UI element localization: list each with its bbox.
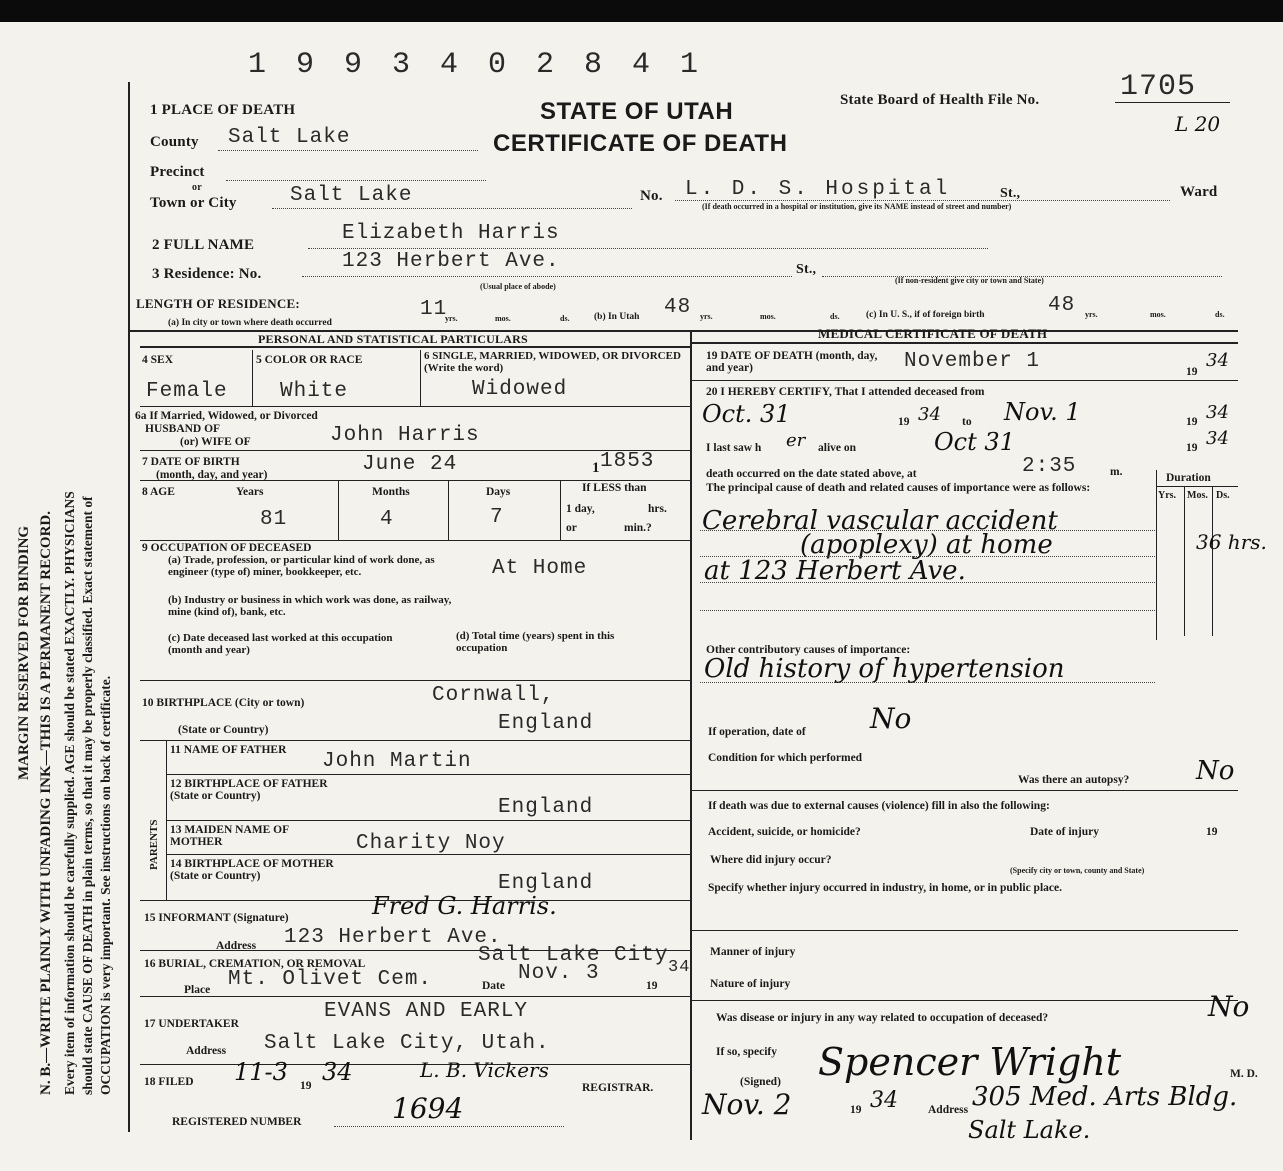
row-rule-7 xyxy=(166,774,690,775)
row-rule-9 xyxy=(166,854,690,855)
duration-ds: Ds. xyxy=(1216,490,1230,501)
dob-year: 1853 xyxy=(600,450,655,473)
length-c-ds: ds. xyxy=(1215,310,1225,319)
margin-line2: Every item of information should be carefully supplied. AGE should be stated EXACTLY. PHYSICIANS xyxy=(62,491,77,1095)
father-birthplace-value: England xyxy=(498,796,594,819)
spouse-value: John Harris xyxy=(330,424,480,447)
cause-line-1: Cerebral vascular accident xyxy=(702,506,1058,536)
length-a-mos: mos. xyxy=(495,314,511,323)
burial-place: Mt. Olivet Cem. xyxy=(228,968,433,991)
length-a-yrs: yrs. xyxy=(445,314,458,323)
last-saw-year-prefix: 19 xyxy=(1186,442,1198,454)
dob-label-1: 7 DATE OF BIRTH xyxy=(142,456,240,468)
row-rule-1 xyxy=(140,406,690,407)
occ-related-label: Was disease or injury in any way related to occupation of deceased? xyxy=(716,1012,1049,1024)
length-a-value: 11 xyxy=(420,298,448,321)
frame-left xyxy=(128,82,130,1132)
mother-value: Charity Noy xyxy=(356,832,506,855)
scan-top-edge xyxy=(0,0,1283,22)
age-day-label: 1 day, xyxy=(566,503,595,515)
signed-label: (Signed) xyxy=(740,1076,781,1088)
operation-value: No xyxy=(870,702,912,735)
duration-yrs: Yrs. xyxy=(1158,490,1177,501)
row-rule-8 xyxy=(166,820,690,821)
contributory-value: Old history of hypertension xyxy=(704,654,1065,684)
file-no-label: State Board of Health File No. xyxy=(840,92,1040,108)
age-divider-1 xyxy=(338,480,339,540)
nature-label: Nature of injury xyxy=(710,978,791,990)
contributory-label: Other contributory causes of importance: xyxy=(706,644,911,656)
length-b-yrs: yrs. xyxy=(700,312,713,321)
color-label: 5 COLOR OR RACE xyxy=(256,354,363,366)
md-label: M. D. xyxy=(1230,1068,1258,1080)
length-b-label: (b) In Utah xyxy=(594,312,640,322)
age-min-label: min.? xyxy=(624,522,652,534)
physician-signature: Spencer Wright xyxy=(818,1040,1122,1084)
from-year-prefix: 19 xyxy=(898,416,910,428)
county-value: Salt Lake xyxy=(228,126,351,149)
occupation-b-label: (b) Industry or business in which work was done, as railway, mine (kind of), bank, etc. xyxy=(168,594,452,618)
file-no-line xyxy=(1115,102,1230,103)
nonresident-note: (If non-resident give city or town and State) xyxy=(895,276,1044,285)
burial-place-label: Place xyxy=(184,984,211,996)
spouse-label-2: HUSBAND OF xyxy=(145,423,221,435)
duration-rule xyxy=(1156,486,1238,487)
parents-label: PARENTS xyxy=(148,819,160,870)
undertaker-label: 17 UNDERTAKER xyxy=(144,1018,239,1030)
date-of-death-label: 19 DATE OF DEATH (month, day, and year) xyxy=(706,350,878,374)
dob-century-prefix: 1 xyxy=(592,460,600,476)
sex-value: Female xyxy=(146,380,228,403)
undertaker-address: Salt Lake City, Utah. xyxy=(264,1032,550,1055)
burial-label: 16 BURIAL, CREMATION, OR REMOVAL xyxy=(144,958,366,970)
town-value: Salt Lake xyxy=(290,184,413,207)
cause-line-2: (apoplexy) at home xyxy=(800,530,1053,560)
duration-col-1 xyxy=(1184,486,1185,636)
mother-label: 13 MAIDEN NAME OF MOTHER xyxy=(170,824,289,848)
manner-label: Manner of injury xyxy=(710,946,796,958)
age-years-value: 81 xyxy=(260,508,288,531)
dod-year: 34 xyxy=(1206,350,1229,371)
burial-date-label: Date xyxy=(482,980,505,992)
cause-line-4-rule xyxy=(700,610,1155,611)
autopsy-label: Was there an autopsy? xyxy=(1018,774,1130,786)
row-rule-12 xyxy=(140,996,690,997)
undertaker-address-label: Address xyxy=(186,1045,227,1057)
burial-city: Salt Lake City xyxy=(478,944,669,967)
center-divider xyxy=(690,330,692,1140)
father-value: John Martin xyxy=(322,750,472,773)
filed-label: 18 FILED xyxy=(144,1076,194,1088)
occupation-d-label: (d) Total time (years) spent in this occupation xyxy=(456,630,615,654)
length-c-yrs: yrs. xyxy=(1085,310,1098,319)
occupation-label: 9 OCCUPATION OF DECEASED xyxy=(142,542,312,554)
duration-mos: Mos. xyxy=(1187,490,1208,501)
specify-label: Specify whether injury occurred in industry, in home, or in public place. xyxy=(708,882,1062,894)
filed-year: 34 xyxy=(322,1058,353,1086)
cause-line-3: at 123 Herbert Ave. xyxy=(704,556,966,586)
burial-year: 34 xyxy=(668,958,691,977)
regnum-line xyxy=(334,1126,564,1127)
informant-address: 123 Herbert Ave. xyxy=(284,926,502,949)
residence-line xyxy=(302,276,792,277)
sign-date: Nov. 2 xyxy=(702,1088,792,1121)
hospital-st-label: St., xyxy=(1000,186,1021,201)
marital-label: 6 SINGLE, MARRIED, WIDOWED, OR DIVORCED (Write the word) xyxy=(424,350,681,374)
age-days-value: 7 xyxy=(490,506,504,529)
filed-month-day: 11-3 xyxy=(234,1058,288,1086)
sex-label: 4 SEX xyxy=(142,354,173,366)
margin-line3: should state CAUSE OF DEATH in plain terms, so that it may be properly classified. Exact statement of xyxy=(80,496,95,1095)
age-divider-3 xyxy=(560,480,561,540)
duration-value: 36 hrs. xyxy=(1196,530,1267,554)
last-saw-year: 34 xyxy=(1206,428,1229,449)
place-heading: 1 PLACE OF DEATH xyxy=(150,102,296,118)
med-rule-4 xyxy=(690,1000,1238,1001)
to-label: to xyxy=(962,416,972,428)
registered-number-label: REGISTERED NUMBER xyxy=(172,1116,302,1128)
title-state: STATE OF UTAH xyxy=(540,98,734,125)
cause-line-3-rule xyxy=(700,582,1155,583)
autopsy-value: No xyxy=(1196,756,1235,786)
length-c-label: (c) In U. S., if of foreign birth xyxy=(866,310,985,320)
length-c-value: 48 xyxy=(1048,294,1076,317)
spouse-label-3: (or) WIFE OF xyxy=(180,436,251,448)
full-name-label: 2 FULL NAME xyxy=(152,237,255,253)
hospital-value: L. D. S. Hospital xyxy=(685,178,951,201)
sign-year: 34 xyxy=(870,1088,898,1113)
death-time: 2:35 xyxy=(1022,455,1077,478)
death-at-label: death occurred on the date stated above, at xyxy=(706,468,917,480)
spouse-label-1: 6a If Married, Widowed, or Divorced xyxy=(135,410,318,422)
duration-label: Duration xyxy=(1166,472,1211,484)
sign-address-label: Address xyxy=(928,1104,969,1116)
registered-number: 1694 xyxy=(392,1092,464,1125)
sign-address: 305 Med. Arts Bldg. xyxy=(972,1082,1238,1112)
where-note: (Specify city or town, county and State) xyxy=(1010,866,1145,875)
color-value: White xyxy=(280,380,349,403)
precinct-label: Precinct xyxy=(150,164,205,180)
death-time-m: m. xyxy=(1110,466,1123,478)
length-b-ds: ds. xyxy=(830,312,840,321)
county-label: County xyxy=(150,134,199,150)
duration-divider xyxy=(1156,470,1157,640)
date-of-death: November 1 xyxy=(904,350,1041,373)
informant-signature: Fred G. Harris. xyxy=(372,892,557,920)
residence-label: 3 Residence: No. xyxy=(152,266,262,282)
town-label: Town or City xyxy=(150,195,237,211)
attended-to: Nov. 1 xyxy=(1004,398,1081,426)
residence-st-label: St., xyxy=(796,262,817,277)
last-saw-label: I last saw h xyxy=(706,442,762,454)
father-label: 11 NAME OF FATHER xyxy=(170,744,287,756)
file-no: 1705 xyxy=(1120,70,1197,104)
age-days-label: Days xyxy=(486,486,511,498)
age-months-label: Months xyxy=(372,486,410,498)
medical-heading: MEDICAL CERTIFICATE OF DEATH xyxy=(818,326,1048,341)
age-divider-2 xyxy=(448,480,449,540)
external-label: If death was due to external causes (violence) fill in also the following: xyxy=(708,800,1050,812)
birthplace-label: 10 BIRTHPLACE (City or town) xyxy=(142,697,305,709)
mother-birthplace-value: England xyxy=(498,872,594,895)
occupation-c-label: (c) Date deceased last worked at this occupation (month and year) xyxy=(168,632,393,656)
medical-heading-rule xyxy=(690,342,1238,344)
undertaker-value: EVANS AND EARLY xyxy=(324,1000,529,1023)
row-rule-13 xyxy=(140,1064,690,1065)
operation-label: If operation, date of xyxy=(708,726,806,738)
length-residence-label: LENGTH OF RESIDENCE: xyxy=(136,296,300,311)
age-less-label: If LESS than xyxy=(582,482,647,494)
to-year: 34 xyxy=(1206,402,1229,423)
condition-label: Condition for which performed xyxy=(708,752,863,764)
cause-label: The principal cause of death and related causes of importance were as follows: xyxy=(706,482,1091,494)
father-birthplace-label: 12 BIRTHPLACE OF FATHER (State or Country) xyxy=(170,778,328,802)
from-year: 34 xyxy=(918,404,941,425)
row-rule-6 xyxy=(140,740,690,741)
med-rule-1 xyxy=(690,380,1238,381)
full-name-value: Elizabeth Harris xyxy=(342,222,560,245)
contrib-rule xyxy=(700,682,1155,683)
personal-heading-rule xyxy=(140,346,690,348)
length-b-value: 48 xyxy=(664,296,692,319)
length-a-ds: ds. xyxy=(560,314,570,323)
med-rule-3 xyxy=(690,930,1238,931)
hospital-no-label: No. xyxy=(640,188,663,204)
color-marital-divider xyxy=(420,350,421,406)
age-label: 8 AGE xyxy=(142,486,175,498)
length-a-label: (a) In city or town where death occurred xyxy=(168,318,332,328)
or-label: or xyxy=(192,182,202,193)
age-months-value: 4 xyxy=(380,508,394,531)
to-year-prefix: 19 xyxy=(1186,416,1198,428)
med-rule-2 xyxy=(690,790,1238,791)
informant-label: 15 INFORMANT (Signature) xyxy=(144,912,289,924)
row-rule-3 xyxy=(140,480,690,481)
dob-month-day: June 24 xyxy=(362,453,458,476)
sign-city: Salt Lake. xyxy=(968,1116,1091,1144)
injury-year-label: 19 xyxy=(1206,826,1218,838)
sign-year-prefix: 19 xyxy=(850,1104,862,1116)
age-hrs-label: hrs. xyxy=(648,503,667,515)
registrar-label: REGISTRAR. xyxy=(582,1082,654,1094)
age-years-label: Years xyxy=(236,486,264,498)
file-note: L 20 xyxy=(1175,112,1221,136)
mother-birthplace-label: 14 BIRTHPLACE OF MOTHER (State or Country) xyxy=(170,858,334,882)
hospital-note: (If death occurred in a hospital or institution, give its NAME instead of street and number) xyxy=(702,202,1012,211)
usual-abode-note: (Usual place of abode) xyxy=(480,282,556,291)
occupation-value: At Home xyxy=(492,557,588,580)
precinct-line xyxy=(226,180,486,181)
alive-label: alive on xyxy=(818,442,857,454)
birthplace-city: Cornwall, xyxy=(432,684,555,707)
informant-address-label: Address xyxy=(216,940,257,952)
accident-label: Accident, suicide, or homicide? xyxy=(708,826,861,838)
last-saw-her: er xyxy=(786,430,806,451)
birthplace-state-label: (State or Country) xyxy=(178,724,269,736)
county-line xyxy=(218,150,478,151)
hospital-line xyxy=(675,200,1170,201)
sex-color-divider xyxy=(252,350,253,406)
burial-date: Nov. 3 xyxy=(518,962,600,985)
personal-heading: PERSONAL AND STATISTICAL PARTICULARS xyxy=(258,332,528,346)
certify-label: 20 I HEREBY CERTIFY, That I attended deceased from xyxy=(706,386,985,398)
where-label: Where did injury occur? xyxy=(710,854,832,866)
attended-from: Oct. 31 xyxy=(702,400,791,428)
last-saw-date: Oct 31 xyxy=(934,428,1015,456)
serial-number: 1 9 9 3 4 0 2 8 4 1 xyxy=(248,48,705,82)
if-so-label: If so, specify xyxy=(716,1046,778,1058)
marital-value: Widowed xyxy=(472,378,568,401)
injury-date-label: Date of injury xyxy=(1030,826,1099,838)
town-line xyxy=(272,208,632,209)
residence-value: 123 Herbert Ave. xyxy=(342,250,560,273)
registrar-signature: L. B. Vickers xyxy=(420,1058,549,1082)
birthplace-country: England xyxy=(498,712,594,735)
occ-related-value: No xyxy=(1208,990,1250,1023)
ward-label: Ward xyxy=(1180,184,1218,200)
occupation-a-label: (a) Trade, profession, or particular kind of work done, as engineer (type of) miner, bookkeeper, etc. xyxy=(168,554,435,578)
length-b-mos: mos. xyxy=(760,312,776,321)
title-certificate: CERTIFICATE OF DEATH xyxy=(493,130,788,157)
row-rule-5 xyxy=(140,680,690,681)
margin-line4: OCCUPATION is very important. See instructions on back of certificate. xyxy=(98,675,113,1095)
margin-binding: MARGIN RESERVED FOR BINDING xyxy=(16,525,32,780)
margin-line1: N. B.—WRITE PLAINLY WITH UNFADING INK—THIS IS A PERMANENT RECORD. xyxy=(38,511,54,1095)
filed-year-prefix: 19 xyxy=(300,1080,312,1092)
row-rule-4 xyxy=(140,540,690,541)
dod-year-prefix: 19 xyxy=(1186,366,1198,378)
duration-col-2 xyxy=(1212,486,1213,636)
full-name-line xyxy=(308,248,988,249)
burial-year-prefix: 19 xyxy=(646,980,658,992)
age-or-label: or xyxy=(566,522,577,534)
dob-label-2: (month, day, and year) xyxy=(156,469,268,481)
length-c-mos: mos. xyxy=(1150,310,1166,319)
